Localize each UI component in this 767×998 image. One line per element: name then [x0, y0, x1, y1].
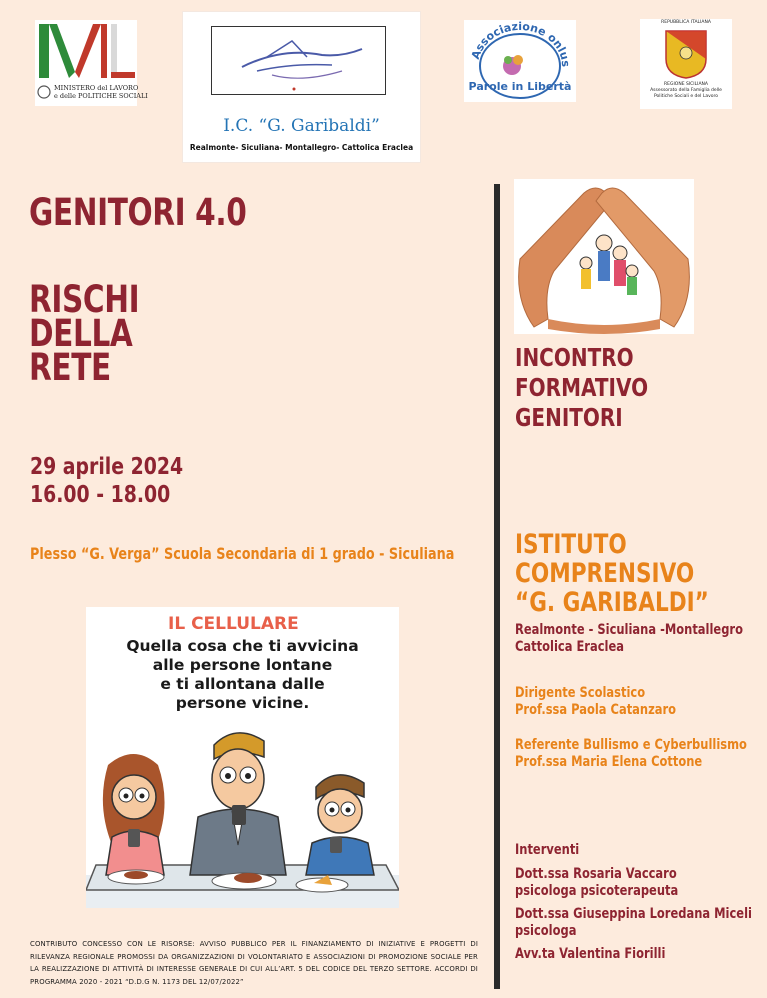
school-logo-title: I.C. “G. Garibaldi”	[223, 116, 380, 136]
school-name-line-1: ISTITUTO	[515, 529, 627, 560]
trinacria-shield-icon	[664, 29, 708, 79]
ministero-line1: MINISTERO del LAVORO	[54, 84, 139, 92]
school-logo-subtitle: Realmonte- Siculiana- Montallegro- Cattolica Eraclea	[189, 143, 414, 152]
event-venue: Plesso “G. Verga” Scuola Secondaria di 1 grado - Siculiana	[30, 544, 455, 563]
quote-line-3: e ti allontana dalle	[160, 675, 325, 693]
school-towns	[515, 622, 743, 656]
regione-top: REPUBBLICA ITALIANA	[661, 20, 711, 25]
speaker-2-name: Dott.ssa Giuseppina Loredana Miceli	[515, 906, 752, 922]
quote-line-2: alle persone lontane	[152, 656, 333, 674]
association-name: Parole in Libertà	[468, 80, 572, 93]
school-name-line-3: “G. GARIBALDI”	[515, 587, 709, 618]
school-name-line-2: COMPRENSIVO	[515, 558, 695, 589]
ministero-line2: e delle POLITICHE SOCIALI	[54, 92, 148, 100]
speakers-block	[515, 842, 752, 963]
event-title: GENITORI 4.0	[29, 191, 247, 234]
quote-line-4: persone vicine.	[175, 694, 310, 712]
ship-drawing-icon	[212, 27, 385, 94]
referente-role: Referente Bullismo e Cyberbullismo	[515, 737, 747, 753]
dirigente-name: Prof.ssa Paola Catanzaro	[515, 702, 677, 718]
poster-heading: IL CELLULARE	[168, 614, 299, 634]
event-date: 29 aprile 2024	[30, 454, 184, 480]
ministero-logo	[35, 20, 148, 106]
speaker-1-name: Dott.ssa Rosaria Vaccaro	[515, 866, 677, 882]
event-subtitle	[29, 278, 140, 389]
school-name	[515, 530, 709, 617]
hands-house-family-icon	[514, 179, 694, 334]
school-logo-drawing-frame	[211, 26, 386, 95]
family-with-phones-illustration-icon	[86, 725, 399, 908]
event-type-line-3: GENITORI	[515, 403, 623, 432]
speaker-1-role: psicologa psicoterapeuta	[515, 883, 679, 899]
school-towns-line-1: Realmonte - Siculiana -Montallegro	[515, 622, 743, 638]
event-time: 16.00 - 18.00	[30, 482, 171, 508]
poster-quote	[86, 637, 399, 713]
association-emblem-icon	[464, 20, 576, 102]
school-towns-line-2: Cattolica Eraclea	[515, 639, 624, 655]
association-arc-text: Associazione onlus	[468, 20, 573, 68]
speaker-3-name: Avv.ta Valentina Fiorilli	[515, 946, 666, 962]
event-type	[515, 343, 648, 433]
dirigente-block	[515, 685, 676, 719]
cellphone-poster	[86, 607, 399, 908]
referente-name: Prof.ssa Maria Elena Cottone	[515, 754, 703, 770]
column-divider	[494, 184, 500, 989]
event-type-line-2: FORMATIVO	[515, 373, 649, 402]
dirigente-role: Dirigente Scolastico	[515, 685, 646, 701]
subtitle-line-2: DELLA	[29, 312, 133, 355]
quote-line-1: Quella cosa che ti avvicina	[126, 637, 359, 655]
school-logo	[182, 11, 421, 163]
subtitle-line-3: RETE	[29, 346, 111, 389]
referente-block	[515, 737, 747, 771]
regione-logo	[640, 19, 732, 109]
regione-text-block	[640, 82, 732, 100]
event-type-line-1: INCONTRO	[515, 343, 634, 372]
event-schedule	[30, 453, 183, 509]
funding-note: CONTRIBUTO CONCESSO CON LE RISORSE: AVVISO PUBBLICO PER IL FINANZIAMENTO DI INIZIATIVE E PROGETTI DI RILEVANZA REGIONALE PROMOSSI DA ORGANIZZAZIONI DI VOLONTARIATO E ASSOCIAZIONI DI PROMOZIONE SOCIALE PER LA REALIZZAZIONE DI ATTIVITÀ DI INTERESSE GENERALE DI CUI ALL’ART. 5 DEL CODICE DEL TERZO SETTORE. ACCORDI DI PROGRAMMA 2020 - 2021 “D.D.G N. 1173 DEL 12/07/2022”	[30, 940, 478, 986]
family-hands-image	[514, 179, 694, 334]
speaker-2-role: psicologa	[515, 923, 577, 939]
interventi-label: Interventi	[515, 842, 580, 858]
association-logo	[464, 20, 576, 102]
regione-name: REGIONE SICILIANA	[664, 82, 708, 87]
regione-dept: Assessorato della Famiglia delle Politiche Sociali e del Lavoro	[650, 88, 722, 99]
subtitle-line-1: RISCHI	[29, 278, 140, 321]
